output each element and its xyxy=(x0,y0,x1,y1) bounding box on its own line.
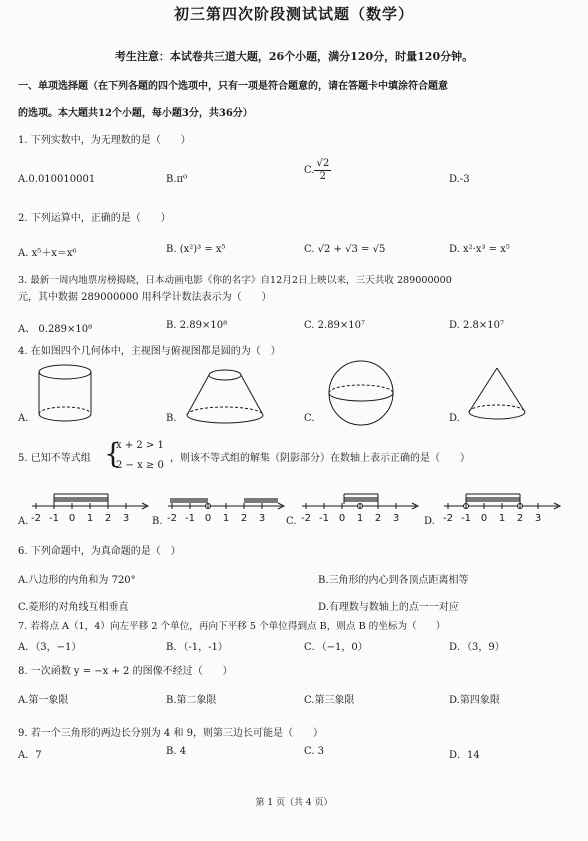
q5-inequality-1: x + 2 > 1 xyxy=(116,440,164,451)
q8-option-c: C.第三象限 xyxy=(304,695,355,706)
q5-option-b: B. xyxy=(152,516,163,527)
tick-label: 1 xyxy=(86,513,94,524)
q9-option-a: A．7 xyxy=(18,750,42,761)
shaded-region xyxy=(54,497,108,502)
exam-notice: 考生注意：本试卷共三道大题，26个小题，满分120分，时量120分钟。 xyxy=(114,50,474,63)
q4-option-b: B. xyxy=(166,413,177,424)
q8-option-d: D.第四象限 xyxy=(449,695,500,706)
q5-numberline-a xyxy=(30,488,150,528)
tick-label: 0 xyxy=(204,513,212,524)
tick-label: 0 xyxy=(338,513,346,524)
q5-option-a: A. xyxy=(18,516,29,527)
q1-option-c-denominator: 2 xyxy=(319,171,327,182)
q9-option-b: B. 4 xyxy=(166,746,187,757)
q1-option-d: D.-3 xyxy=(449,174,470,185)
q1-option-c-numerator: √2 xyxy=(316,158,330,169)
q3-option-a: A、 0.289×10⁸ xyxy=(18,324,93,335)
shaded-region xyxy=(466,497,520,502)
tick-label: 1 xyxy=(498,513,506,524)
q5-option-c: C. xyxy=(286,516,297,527)
tick-label: -2 xyxy=(301,513,311,524)
tick-label: -1 xyxy=(49,513,59,524)
q6-option-b: B.三角形的内心到各顶点距离相等 xyxy=(318,575,469,586)
tick-label: -1 xyxy=(185,513,195,524)
tick-label: 0 xyxy=(68,513,76,524)
q3-option-c: C. 2.89×10⁷ xyxy=(304,320,366,331)
shaded-region xyxy=(244,498,278,503)
q8-option-a: A.第一象限 xyxy=(18,695,69,706)
tick-label: -2 xyxy=(443,513,453,524)
q1-option-c xyxy=(304,158,331,183)
q2-option-c: C. √2 + √3 = √5 xyxy=(304,244,386,255)
q7-option-a: A．（3，−1） xyxy=(18,642,82,653)
q9-option-c: C. 3 xyxy=(304,746,325,757)
q6-stem: 6. 下列命题中，为真命题的是（ ） xyxy=(18,546,181,557)
q1-stem: 1. 下列实数中，为无理数的是（ ） xyxy=(18,135,191,146)
q2-option-b: B. (x²)³ = x⁵ xyxy=(166,244,226,255)
q6-option-c: C.菱形的对角线互相垂直 xyxy=(18,602,129,613)
tick-label: 3 xyxy=(534,513,542,524)
q6-option-a: A.八边形的内角和为 720° xyxy=(18,575,136,586)
page-title: 初三第四次阶段测试试题（数学） xyxy=(173,5,414,23)
tick-label: 0 xyxy=(480,513,488,524)
q7-option-c: C．（−1，0） xyxy=(304,642,368,653)
q7-stem: 7. 若将点 A（1，4）向左平移 2 个单位，再向下平移 5 个单位得到点 B，则点 B 的坐标为（ ） xyxy=(18,621,446,632)
tick-label: 1 xyxy=(222,513,230,524)
tick-label: 2 xyxy=(240,513,248,524)
tick-label: -1 xyxy=(461,513,471,524)
tick-label: 1 xyxy=(356,513,364,524)
tick-label: -2 xyxy=(167,513,177,524)
q3-stem-line2: 元，其中数据 289000000 用科学计数法表示为（ ） xyxy=(18,292,272,303)
shaded-region xyxy=(344,497,378,502)
q2-option-d: D. x²·x³ = x⁵ xyxy=(449,244,510,255)
tick-label: 3 xyxy=(392,513,400,524)
q1-option-c-prefix: C. xyxy=(304,165,315,176)
q5-option-d: D. xyxy=(424,516,435,527)
q5-stem-post: ，则该不等式组的解集（阴影部分）在数轴上表示正确的是（ ） xyxy=(170,453,470,464)
q1-option-b: B.π⁰ xyxy=(166,174,188,185)
q2-option-a: A. x⁵＋x＝x⁶ xyxy=(18,248,77,259)
q7-option-b: B．（-1，-1） xyxy=(166,642,228,653)
q5-stem-pre: 5. 已知不等式组 xyxy=(18,453,91,464)
q4-option-d: D. xyxy=(449,413,460,424)
q8-stem: 8. 一次函数 y = −x + 2 的图像不经过（ ） xyxy=(18,666,233,677)
q2-stem: 2. 下列运算中，正确的是（ ） xyxy=(18,213,171,224)
section-heading-line1: 一、单项选择题（在下列各题的四个选项中，只有一项是符合题意的，请在答题卡中填涂符合题意 xyxy=(18,81,448,92)
q3-option-d: D. 2.8×10⁷ xyxy=(449,320,505,331)
cylinder-figure xyxy=(32,362,98,428)
tick-label: 2 xyxy=(374,513,382,524)
q9-option-d: D．14 xyxy=(449,750,480,761)
q7-option-d: D．（3，9） xyxy=(449,642,505,653)
tick-label: 2 xyxy=(516,513,524,524)
q1-option-a: A.0.010010001 xyxy=(18,174,96,185)
q8-option-b: B.第二象限 xyxy=(166,695,217,706)
q5-numberline-d xyxy=(442,488,562,528)
tick-label: 2 xyxy=(104,513,112,524)
q6-option-d: D.有理数与数轴上的点一一对应 xyxy=(318,602,459,613)
q1-option-c-fraction xyxy=(314,158,331,183)
page-footer: 第 1 页（共 4 页） xyxy=(255,798,333,808)
q5-inequality-2: 2 − x ≥ 0 xyxy=(116,460,164,471)
tick-label: 3 xyxy=(258,513,266,524)
q9-stem: 9. 若一个三角形的两边长分别为 4 和 9，则第三边长可能是（ ） xyxy=(18,728,323,739)
tick-label: -1 xyxy=(319,513,329,524)
cone-figure xyxy=(466,366,528,426)
q5-brace: { xyxy=(104,437,122,470)
q3-stem-line1: 3. 最新一周内地票房榜揭晓，日本动画电影《你的名字》自12月2日上映以来，三天共收 289000000 xyxy=(18,275,452,286)
q5-numberline-b xyxy=(166,488,286,528)
q4-option-a: A. xyxy=(18,413,29,424)
frustum-figure xyxy=(183,367,267,427)
shaded-region xyxy=(170,498,208,503)
q4-option-c: C. xyxy=(304,413,315,424)
q3-option-b: B. 2.89×10⁸ xyxy=(166,320,228,331)
tick-label: -2 xyxy=(31,513,41,524)
tick-label: 3 xyxy=(122,513,130,524)
section-heading-line2: 的选项。本大题共12个小题，每小题3分，共36分） xyxy=(18,108,253,119)
q4-stem: 4. 在如图四个几何体中，主视图与俯视图都是圆的为（ ） xyxy=(18,346,281,357)
q5-numberline-c xyxy=(300,488,420,528)
sphere-figure xyxy=(326,358,396,428)
